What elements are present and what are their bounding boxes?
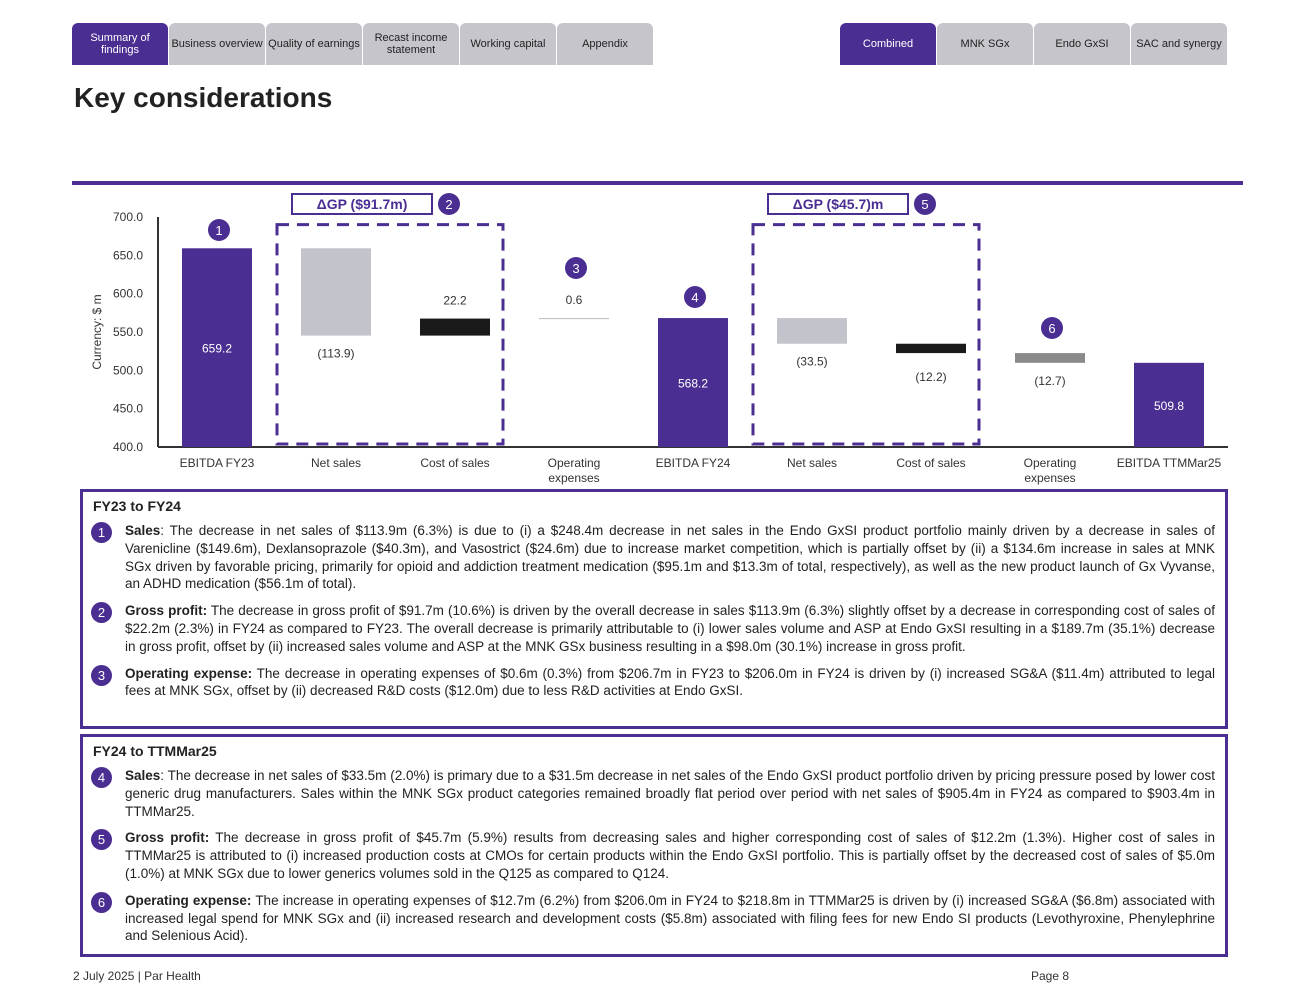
y-tick-label: 700.0 (112, 210, 143, 224)
item-text: : The decrease in net sales of $33.5m (2.0%) is primary due to a $31.5m decrease in net sales of the Endo GxSI product portfolio driven by pricing pressure posed by lower cost generic drug manufacturers. Sales within the MNK SGx product categories remained broadly flat period over period with net sales of $905.4m in FY24 as compared to $903.4m in TTMMar25. (125, 768, 1215, 819)
number-badge: 3 (91, 665, 112, 686)
item-text: The decrease in operating expenses of $0.6m (0.3%) from $206.7m in FY23 to $206.0m in FY24 is driven by (i) increased SG&A ($11.4m) attributed to legal fees at MNK SGx, offset by (ii) decreased R&D costs ($12.0m) due to less R&D activities at Endo GxSI. (125, 665, 1215, 699)
tab-working-capital[interactable]: Working capital (460, 23, 556, 65)
item-title: Operating expense: (125, 892, 252, 908)
entity-tabs (840, 23, 1228, 65)
x-tick-label: Net sales (786, 456, 838, 470)
x-tick-label: Operating (1023, 456, 1077, 470)
svg-text:4: 4 (691, 290, 699, 305)
y-tick-label: 450.0 (112, 401, 143, 416)
commentary-box (80, 489, 1228, 729)
data-label: (113.9) (317, 346, 355, 361)
tab-recast-income-statement[interactable]: Recast income statement (363, 23, 459, 65)
commentary-item (93, 522, 1215, 593)
page-number: Page 8 (1031, 969, 1070, 983)
tab-endo-gxsi[interactable]: Endo GxSI (1034, 23, 1130, 65)
y-tick-label: 500.0 (112, 363, 143, 378)
data-label: 22.2 (443, 293, 467, 308)
data-label: (12.7) (1034, 373, 1066, 388)
number-badge: 6 (91, 892, 112, 913)
item-title: Operating expense: (125, 665, 253, 681)
item-title: Sales (125, 523, 161, 538)
x-tick-label: expenses (548, 471, 600, 485)
tab-appendix[interactable]: Appendix (557, 23, 653, 65)
number-badge: 5 (91, 829, 112, 850)
footer-date: 2 July 2025 | Par Health (73, 969, 201, 983)
svg-text:1: 1 (215, 223, 223, 238)
number-badge: 4 (91, 767, 112, 788)
tab-sac-and-synergy[interactable]: SAC and synergy (1131, 23, 1227, 65)
svg-text:5: 5 (921, 197, 929, 212)
x-tick-label: Net sales (310, 456, 362, 470)
item-text: The decrease in gross profit of $91.7m (10.6%) is driven by the overall decrease in sales $113.9m (6.3%) slightly offset by a decrease in corresponding cost of sales of $22.2m (2.3%) in FY24 as compared to FY23. The overall decrease is primarily attributable to (i) lower sales volume and ASP at Endo GxSI resulting in a $189.7m (35.1%) decrease in gross profit, offset by (ii) increased sales volume and ASP at the MNK GSx business resulting in a $98.0m (30.1%) increase in gross profit. (125, 603, 1215, 654)
x-tick-label: expenses (1024, 471, 1076, 485)
page-title: Key considerations (74, 82, 333, 113)
commentary-item (93, 767, 1215, 820)
data-label: 568.2 (677, 376, 709, 391)
commentary-item (93, 892, 1215, 945)
y-axis-label: Currency: $ m (90, 294, 104, 370)
y-tick-label: 550.0 (112, 325, 143, 339)
svg-text:3: 3 (572, 261, 580, 276)
x-tick-label: Operating (547, 456, 601, 470)
tab-mnk-sgx[interactable]: MNK SGx (937, 23, 1033, 65)
commentary-item (93, 602, 1215, 655)
x-tick-label: Cost of sales (420, 456, 490, 470)
data-label: 659.2 (201, 341, 233, 356)
tab-quality-of-earnings[interactable]: Quality of earnings (266, 23, 362, 65)
commentary-item (93, 665, 1215, 701)
divider (72, 181, 1243, 185)
item-title: Gross profit: (125, 830, 210, 846)
number-badge: 1 (91, 522, 112, 543)
section-tabs (72, 23, 654, 65)
data-label: 0.6 (565, 293, 583, 308)
svg-text:2: 2 (445, 197, 453, 212)
x-tick-label: EBITDA FY24 (655, 456, 731, 470)
item-title: Sales (125, 768, 161, 783)
tab-business-overview[interactable]: Business overview (169, 23, 265, 65)
data-label: (12.2) (915, 370, 947, 385)
tab-combined[interactable]: Combined (840, 23, 936, 65)
y-tick-label: 400.0 (112, 440, 143, 454)
y-tick-label: 650.0 (112, 248, 143, 263)
section-heading: FY23 to FY24 (93, 498, 181, 514)
bar-7 (1015, 353, 1085, 363)
x-tick-label: EBITDA FY23 (179, 456, 255, 470)
x-tick-label: Cost of sales (896, 456, 966, 470)
data-label: (33.5) (796, 354, 828, 369)
item-text: The increase in operating expenses of $12.7m (6.2%) from $206.0m in FY24 to $218.8m in TTMMar25 is driven by (i) increased SG&A ($6.8m) associated with increased legal spend for MNK SGx and (ii) increased research and development costs ($5.8m) associated with filing fees for new Endo SI products (Levothyroxine, Phenylephrine and Selenious Acid). (125, 892, 1215, 944)
data-label: 509.8 (1153, 398, 1185, 413)
waterfall-chart (0, 190, 1300, 490)
x-tick-label: EBITDA TTMMar25 (1116, 456, 1222, 470)
y-tick-label: 600.0 (112, 286, 143, 301)
bar-5 (777, 318, 847, 344)
bar-2 (420, 319, 490, 336)
number-badge: 2 (91, 602, 112, 623)
bar-3 (539, 318, 609, 319)
section-heading: FY24 to TTMMar25 (93, 743, 217, 759)
svg-text:6: 6 (1048, 321, 1056, 336)
commentary-item (93, 829, 1215, 882)
bar-6 (896, 344, 966, 353)
tab-summary-of-findings[interactable]: Summary of findings (72, 23, 168, 65)
gp-annotation: ΔGP ($91.7m) (316, 196, 408, 212)
item-text: The decrease in gross profit of $45.7m (5.9%) results from decreasing sales and higher corresponding cost of sales of $12.2m (1.3%). Higher cost of sales in TTMMar25 is attributed to (i) increased production costs at CMOs for certain products within the Endo GxSI portfolio. This is partially offset by the decreased cost of sales of $5.0m (1.0%) at MNK SGx due to lower generics volumes sold in the Q125 as compared to Q124. (125, 830, 1215, 881)
commentary-box (80, 734, 1228, 957)
gp-annotation: ΔGP ($45.7)m (792, 196, 884, 212)
bar-1 (301, 248, 371, 335)
item-text: : The decrease in net sales of $113.9m (6.3%) is due to (i) a $248.4m decrease in net sales in the Endo GxSI product portfolio mainly driven by a decrease in sales of Varenicline ($149.6m), Dexlansoprazole ($40.3m), and Vasostrict ($24.6m) due to increase market competition, which is partially offset by (ii) a $134.6m increase in sales at MNK SGx driven by favorable pricing, primarily for opioid and addiction treatment medication ($95.1m and $13.3m of total, respectively), as well as the new product launch of Gx Vyvanse, an ADHD medication ($56.1m of total). (125, 523, 1215, 592)
item-title: Gross profit: (125, 603, 208, 619)
